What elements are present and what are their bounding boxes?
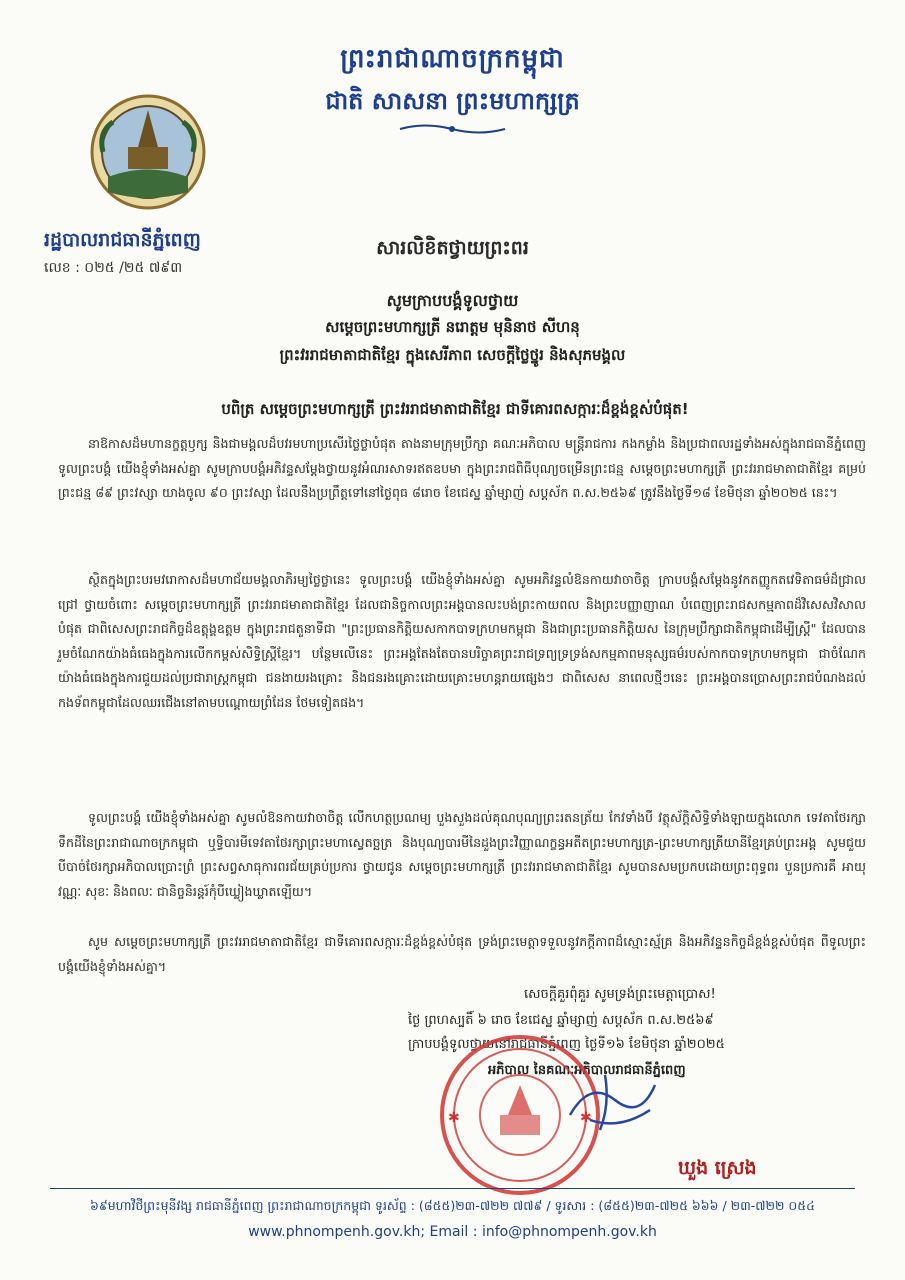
document-title: សារលិខិតថ្វាយព្រះពរ <box>376 237 529 259</box>
closing-line: សេចក្តីគួរពុំគួរ សូមទ្រង់ព្រះមេត្តាប្រោស! <box>524 987 716 1002</box>
paragraph-4: សូម សម្តេចព្រះមហាក្សត្រី ព្រះវររាជមាតាជាតិខ្មែរ ជាទីគោរពសក្ការៈដ៏ខ្ពង់ខ្ពស់បំផុត ទ្រង់ព្រះមេត្តាទទួលនូវភក្តីភាពដ៏ស្មោះស្ម័គ្រ និងអភិវន្ទនកិច្ចដ៏ខ្ពង់ខ្ពស់បំផុត ពីទូលព្រះបង្គំយើងខ្ញុំទាំងអស់គ្នា។ <box>58 934 866 974</box>
paragraph-2: ស្ថិតក្នុងព្រះបរមវរោកាសដ៏មហាជ័យមង្គលាភិរម្យថ្លៃថ្លានេះ ទូលព្រះបង្គំ យើងខ្ញុំទាំងអស់គ្នា សូមអភិវន្ទលំឱនកាយវាចាចិត្ត ក្រាបបង្គំសម្តែងនូវកតញ្ញូកតវេទិតាធម៌ដ៏ជ្រាលជ្រៅ ថ្វាយចំពោះ សម្តេចព្រះមហាក្សត្រី ព្រះវររាជមាតាជាតិខ្មែរ ដែលជានិច្ចកាលព្រះអង្គបានលះបង់ព្រះកាយពល និងព្រះបញ្ញាញាណ បំពេញព្រះរាជសកម្មភាពដ៏វិសេសវិសាលបំផុត ជាពិសេសព្រះរាជកិច្ចដ៏ឧត្តុង្គឧត្តម ក្នុងព្រះរាជតួនាទីជា "ព្រះប្រធានកិត្តិយសកាកបាទក្រហមកម្ពុជា និងជាព្រះប្រធានកិត្តិយស នៃក្រុមប្រឹក្សាជាតិកម្ពុជាដើម្បីស្ត្រី" ដែលបានរួមចំណែកយ៉ាងធំធេងក្នុងការលើកកម្ពស់សិទ្ធិស្ត្រីខ្មែរ។ បន្ថែមលើនេះ ព្រះអង្គតែងតែបានបរិច្ចាគព្រះរាជទ្រព្យទ្រទ្រង់សកម្មភាពមនុស្សធម៌របស់កាកបាទក្រហមកម្ពុជា ជាចំណែកយ៉ាងធំធេងក្នុងការជួយដល់ប្រជារាស្ត្រកម្ពុជា ជនងាយរងគ្រោះ និងជនរងគ្រោះដោយគ្រោះមហន្តរាយផ្សេងៗ ជាពិសេស នាពេលថ្មីៗនេះ ព្រះអង្គបានប្រោសព្រះរាជបំណងដល់កងទ័ពកម្ពុជាដែលឈរជើងនៅតាមបណ្តោយព្រំដែន ថែមទៀតផង។ <box>58 572 866 710</box>
paragraph-3: ទូលព្រះបង្គំ យើងខ្ញុំទាំងអស់គ្នា សូមលំឱនកាយវាចាចិត្ត លើកហត្ថប្រណម្យ បួងសួងដល់គុណបុណ្យព្រះរតនត្រ័យ កែវទាំងបី វត្ថុស័ក្តិសិទ្ធិទាំងឡាយក្នុងលោក ទេវតាថែរក្សាទឹកដីនៃព្រះរាជាណាចក្រកម្ពុជា ឬទ្ធិបារមីទេវតាថែរក្សាព្រះមហាស្វេតច្ឆត្រ និងបុណ្យបារមីនៃដួងព្រះវិញ្ញាណក្ខន្ធអតីតព្រះមហាក្សត្រ-ព្រះមហាក្សត្រីយានីខ្មែរគ្រប់ព្រះអង្គ សូមជួយបីបាច់ថែរក្សាអភិបាលប្រោះព្រំ ព្រះសព្វសាធុការពរជ័យគ្រប់ប្រការ ថ្វាយជូន សម្តេចព្រះមហាក្សត្រី ព្រះវររាជមាតាជាតិខ្មែរ សូមបានសមប្រកបដោយព្រះពុទ្ធពរ បួនប្រការគឺ អាយុ វណ្ណៈ សុខៈ និងពលៈ ជានិច្ចនិរន្តរ៍កុំបីឃ្លៀងឃ្លាតឡើយ។ <box>58 810 866 899</box>
address-line-3: ព្រះវររាជមាតាជាតិខ្មែរ ក្នុងសេរីភាព សេចក្តីថ្លៃថ្នូរ និងសុភមង្គល <box>279 346 626 364</box>
kingdom-title: ព្រះរាជាណាចក្រកម្ពុជា <box>340 44 565 74</box>
reference-number: លេខ : ០២៥ /២៥ ៧៩៣ <box>44 260 183 276</box>
administration-name: រដ្ឋបាលរាជធានីភ្នំពេញ <box>44 229 201 251</box>
paragraph-1: នាឱកាសដ៏មហានក្ខត្តឫក្ស និងជាមង្គលដ៏បវរមហាប្រសើរថ្លៃថ្លាបំផុត តាងនាមក្រុមប្រឹក្សា គណៈអភិបាល មន្ត្រីរាជការ កងកម្លាំង និងប្រជាពលរដ្ឋទាំងអស់ក្នុងរាជធានីភ្នំពេញ ទូលព្រះបង្គំ យើងខ្ញុំទាំងអស់គ្នា សូមក្រាបបង្គំអភិវន្ទសម្តែងថ្វាយនូវអំណរសាទរឥតឧបមា ក្នុងព្រះរាជពិធីបុណ្យចម្រើនព្រះជន្ម សម្តេចព្រះមហាក្សត្រី ព្រះវររាជមាតាជាតិខ្មែរ គម្រប់ព្រះជន្ម ៨៩ ព្រះវស្សា យាងចូល ៩០ ព្រះវស្សា ដែលនឹងប្រព្រឹត្តទៅនៅថ្ងៃពុធ ៨រោច ខែជេស្ឋ ឆ្នាំម្សាញ់ សប្តស័ក ព.ស.២៥៦៩ ត្រូវនឹងថ្ងៃទី១៨ ខែមិថុនា ឆ្នាំ២០២៥ នេះ។ <box>58 436 866 500</box>
footer-web-email[interactable]: www.phnompenh.gov.kh; Email : info@phnompenh.gov.kh <box>248 1224 657 1240</box>
salutation: បពិត្រ សម្តេចព្រះមហាក្សត្រី ព្រះវររាជមាតាជាតិខ្មែរ ជាទីគោរពសក្ការៈដ៏ខ្ពង់ខ្ពស់បំផុត! <box>221 400 689 418</box>
address-line-1: សូមក្រាបបង្គំទូលថ្វាយ <box>386 291 519 310</box>
date-lunar: ថ្ងៃ ព្រហស្បតិ៍ ៦ រោច ខែជេស្ឋ ឆ្នាំម្សាញ់ សប្តស័ក ព.ស.២៥៦៩ <box>408 1013 714 1028</box>
footer-divider <box>50 1188 855 1189</box>
footer-address: ៦៩មហាវិថីព្រះមុនីវង្ស រាជធានីភ្នំពេញ ព្រះរាជាណាចក្រកម្ពុជា ទូរស័ព្ទ : (៨៥៥)២៣-៧២២ ៧៧៩ / ទូរសារ : (៨៥៥)២៣-៧២៥ ៦៦៦ / ២៣-៧២២ ០៥៤ <box>90 1198 815 1213</box>
signature-icon <box>560 1060 670 1140</box>
svg-text:✱: ✱ <box>448 1110 460 1126</box>
phnom-penh-emblem-icon <box>88 92 208 212</box>
signer-title: អភិបាល នៃគណៈអភិបាលរាជធានីភ្នំពេញ <box>488 1063 686 1078</box>
svg-text:✱: ✱ <box>580 1110 592 1126</box>
address-line-2: សម្តេចព្រះមហាក្សត្រី នរោត្តម មុនិនាថ សីហនុ <box>325 318 580 336</box>
national-motto: ជាតិ សាសនា ព្រះមហាក្សត្រ <box>325 87 580 115</box>
signer-name: ឃួង ស្រេង <box>678 1157 757 1179</box>
divider-ornament-icon <box>395 122 510 136</box>
date-solar: ក្រាបបង្គំទូលថ្វាយនៅរាជធានីភ្នំពេញ ថ្ងៃទី១៦ ខែមិថុនា ឆ្នាំ២០២៥ <box>408 1037 725 1052</box>
